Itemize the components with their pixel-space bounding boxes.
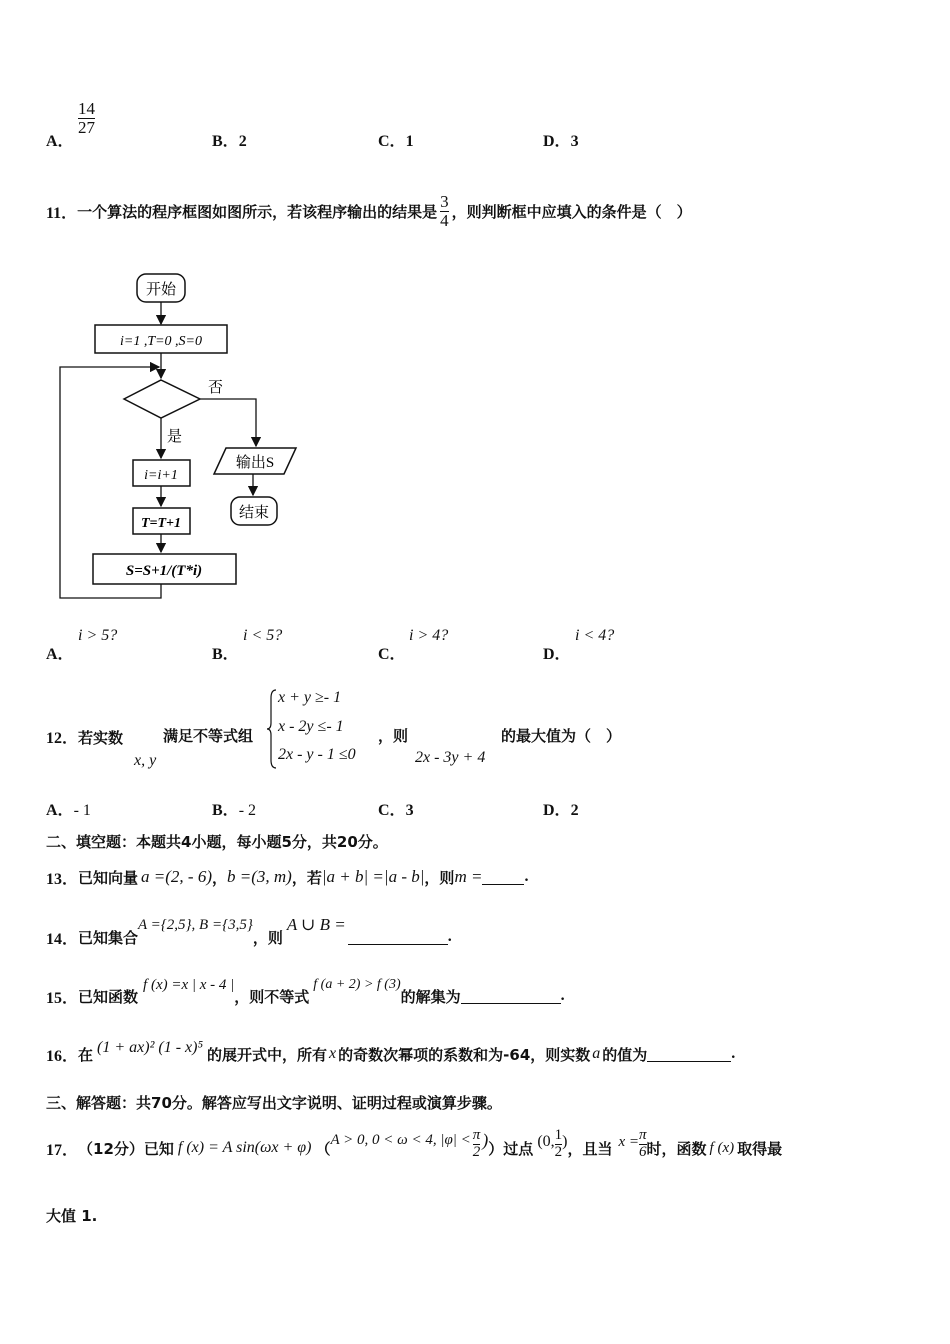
decision-diamond — [124, 380, 200, 418]
q15-text-3: 的解集为 — [400, 987, 461, 1006]
q10-option-c: C．1 — [378, 133, 414, 150]
q12-option-d: D．2 — [543, 802, 579, 819]
q13-answer-blank[interactable] — [482, 870, 524, 885]
q17-close-paren: ) — [482, 1129, 489, 1150]
q16-text-4: 的值为 — [602, 1045, 648, 1064]
q13-text-3: ，则 — [424, 868, 455, 887]
q13-vector-b: b =(3, m) — [227, 867, 292, 886]
q13-m: m = — [454, 867, 483, 886]
q16-text-1: 在 — [78, 1045, 94, 1064]
q11-option-d-label: D． — [543, 646, 571, 663]
start-label: 开始 — [145, 282, 177, 298]
q11-stem — [46, 186, 692, 236]
q16-x: x — [329, 1045, 337, 1062]
q13-period: . — [524, 868, 529, 885]
q11-text-after: ，则判断框中应填入的条件是（ ） — [451, 202, 692, 221]
q16-text-3: 的奇数次幂项的系数和为-64，则实数 — [338, 1045, 591, 1064]
q12-text-4: 的最大值为（ ） — [501, 727, 622, 745]
q12-option-b: B．- 2 — [212, 802, 257, 819]
q11-text-before: 一个算法的程序框图如图所示，若该程序输出的结果是 — [77, 202, 438, 221]
q12-option-a: A．- 1 — [46, 802, 91, 819]
end-label: 结束 — [238, 505, 270, 521]
no-arrow — [200, 399, 256, 446]
q13-number: 13． — [46, 870, 79, 888]
q12-stem-start — [46, 725, 123, 748]
q11-option-a-label: A． — [46, 646, 74, 663]
q13-text-1: 已知向量 — [78, 868, 139, 887]
q17-point-fraction: $\frac{1}{2}$ — [554, 1126, 563, 1160]
q16 — [46, 1037, 735, 1071]
q15-text-2: ，则不等式 — [234, 987, 310, 1006]
q12-inequality-3: 2x - y - 1 ≤0 — [278, 746, 356, 763]
step-s-label: S=S+1/(T*i) — [125, 563, 203, 579]
q13-condition: |a + b| =|a - b| — [321, 867, 425, 886]
q11-option-c-value: i > 4? — [409, 627, 449, 644]
q17-number: 17． — [46, 1141, 79, 1159]
q14 — [46, 915, 452, 954]
q17-line-2: 大值 1. — [46, 1207, 98, 1225]
q14-union: A ∪ B = — [286, 915, 346, 934]
q17-pi-over-2: $\frac{\pi}{2}$ — [472, 1126, 481, 1160]
q10-option-a-label: A． — [46, 133, 74, 150]
q11-number: 11． — [46, 204, 78, 222]
q17-function: f (x) = A sin(ωx + φ) — [177, 1139, 312, 1156]
q14-period: . — [447, 928, 452, 945]
q14-text-1: 已知集合 — [78, 928, 139, 947]
output-label: 输出S — [235, 455, 275, 471]
system-brace — [266, 688, 278, 770]
q17-line-1 — [46, 1122, 782, 1174]
q12-inequality-2: x - 2y ≤- 1 — [278, 718, 344, 735]
q13-vector-a: a =(2, - 6) — [141, 867, 212, 886]
section-3-heading: 三、解答题：共70分。解答应写出文字说明、证明过程或演算步骤。 — [46, 1094, 502, 1112]
fraction-numerator: 14 — [78, 99, 95, 118]
q12-option-c: C．3 — [378, 802, 414, 819]
q17-fx: f (x) — [709, 1139, 735, 1156]
q17-x-equals: x = — [618, 1133, 640, 1150]
q11-option-b-label: B． — [212, 646, 239, 663]
fraction-denominator: 27 — [78, 117, 95, 137]
q13-text-2: ，若 — [291, 868, 322, 887]
q15-inequality: f (a + 2) > f (3) — [313, 977, 401, 992]
q16-text-2: 的展开式中，所有 — [207, 1045, 328, 1064]
step-i-label: i=i+1 — [144, 468, 178, 483]
step-t-label: T=T+1 — [140, 516, 182, 531]
q15-answer-blank[interactable] — [461, 989, 561, 1004]
q15 — [46, 976, 565, 1013]
q11-option-c-label: C． — [378, 646, 406, 663]
q16-period: . — [731, 1045, 736, 1062]
q15-period: . — [560, 987, 565, 1004]
q12-text-3: ，则 — [378, 727, 409, 745]
q11-option-d-value: i < 4? — [575, 627, 615, 644]
q15-text-1: 已知函数 — [78, 987, 139, 1006]
q12-expression: 2x - 3y + 4 — [415, 749, 486, 766]
q17-text-2: 过点 — [503, 1139, 534, 1158]
q12-text-2: 满足不等式组 — [163, 727, 254, 745]
q12-number: 12． — [46, 730, 79, 747]
q13-separator: ， — [212, 868, 228, 887]
q17-text-3: ，且当 — [567, 1139, 613, 1158]
q11-fraction: $\frac{3}{4}$ — [440, 191, 449, 230]
q15-number: 15． — [46, 989, 79, 1007]
q11-option-a-value: i > 5? — [78, 627, 118, 644]
q12-vars: x, y — [134, 752, 157, 769]
q16-number: 16． — [46, 1047, 79, 1065]
q17-point-left: (0, — [537, 1133, 555, 1150]
q16-a: a — [592, 1045, 601, 1062]
q13 — [46, 860, 528, 894]
q16-expression: (1 + ax)² (1 - x)⁵ — [97, 1039, 204, 1056]
section-2-heading: 二、填空题：本题共4小题，每小题5分，共20分。 — [46, 833, 388, 851]
q17-point-right: ) — [562, 1133, 568, 1150]
q14-text-2: ，则 — [252, 928, 283, 947]
q17-score-text: （12分）已知 — [78, 1139, 174, 1158]
q12-inequality-1: x + y ≥- 1 — [278, 689, 342, 706]
q17-text-5: 取得最 — [737, 1139, 783, 1158]
q15-function: f (x) =x | x - 4 | — [143, 976, 235, 993]
no-label: 否 — [208, 380, 224, 396]
q10-option-d: D．3 — [543, 133, 579, 150]
q14-number: 14． — [46, 930, 79, 948]
q10-option-a-fraction — [78, 100, 95, 137]
q17-text-4: 时，函数 — [646, 1139, 707, 1158]
q17-condition: A > 0, 0 < ω < 4, |φ| < — [330, 1131, 471, 1148]
q17-paren-open: （ — [315, 1139, 331, 1158]
q17-pi-over-6: $\frac{\pi}{6}$ — [639, 1126, 647, 1160]
q17-paren-close: ） — [488, 1139, 504, 1158]
q10-option-b: B．2 — [212, 133, 247, 150]
init-label: i=1 ,T=0 ,S=0 — [119, 334, 203, 349]
q14-answer-blank[interactable] — [348, 930, 448, 945]
yes-label: 是 — [167, 429, 183, 445]
q16-answer-blank[interactable] — [647, 1047, 731, 1062]
q12-text-1: 若实数 — [78, 729, 124, 747]
q14-sets: A ={2,5}, B ={3,5} — [138, 916, 253, 933]
flowchart — [40, 262, 340, 612]
q11-option-b-value: i < 5? — [243, 627, 283, 644]
